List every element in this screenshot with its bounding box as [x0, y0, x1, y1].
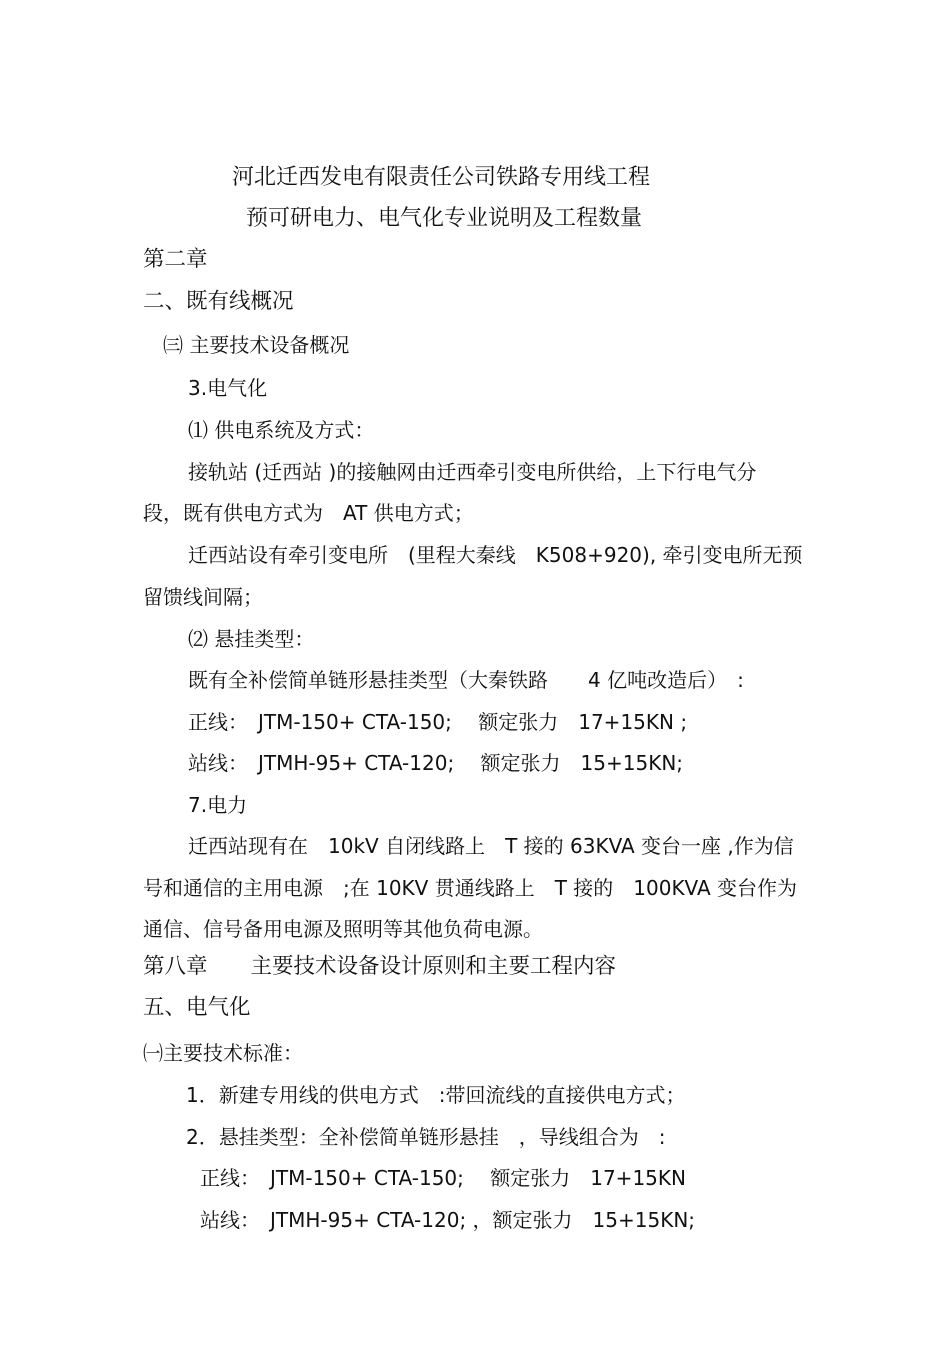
chapter-heading: 第八章 主要技术设备设计原则和主要工程内容: [143, 954, 617, 979]
spec-line: 正线： JTM-150+ CTA-150; 额定张力 17+15KN: [200, 1166, 686, 1190]
chapter-heading: 第二章: [143, 247, 208, 272]
paragraph-line: 迁西站设有牵引变电所 (里程大秦线 K508+920), 牵引变电所无预: [188, 543, 803, 567]
doc-title-line1: 河北迁西发电有限责任公司铁路专用线工程: [232, 165, 651, 190]
item-heading: ⑴ 供电系统及方式：: [188, 418, 375, 442]
item-heading: 7.电力: [188, 793, 248, 817]
section-heading: 二、既有线概况: [143, 289, 294, 314]
section-heading: 五、电气化: [143, 995, 251, 1020]
subsection-heading: ㈢ 主要技术设备概况: [163, 333, 350, 357]
paragraph-line: 通信、信号备用电源及照明等其他负荷电源。: [143, 917, 543, 941]
standard-item: 2．悬挂类型：全补偿简单链形悬挂 ，导线组合为 :: [186, 1125, 666, 1149]
standard-item: 1．新建专用线的供电方式 :带回流线的直接供电方式；: [186, 1083, 686, 1107]
spec-line: 站线： JTMH-95+ CTA-120; ，额定张力 15+15KN;: [200, 1208, 696, 1232]
spec-line: 正线： JTM-150+ CTA-150; 额定张力 17+15KN ;: [188, 710, 688, 734]
doc-title-line2: 预可研电力、电气化专业说明及工程数量: [246, 206, 643, 231]
paragraph-line: 迁西站现有在 10kV 自闭线路上 T 接的 63KVA 变台一座 ,作为信: [188, 834, 794, 858]
paragraph-line: 接轨站 (迁西站 )的接触网由迁西牵引变电所供给，上下行电气分: [188, 460, 757, 484]
subsection-heading: ㈠主要技术标准：: [143, 1041, 303, 1065]
paragraph-line: 段，既有供电方式为 AT 供电方式；: [143, 501, 474, 525]
item-heading: ⑵ 悬挂类型：: [188, 627, 315, 651]
item-heading: 3.电气化: [188, 376, 268, 400]
paragraph-line: 留馈线间隔；: [143, 585, 263, 609]
paragraph-line: 号和通信的主用电源 ;在 10KV 贯通线路上 T 接的 100KVA 变台作为: [143, 876, 798, 900]
paragraph-line: 既有全补偿简单链形悬挂类型（大秦铁路 4 亿吨改造后） :: [188, 668, 744, 692]
spec-line: 站线： JTMH-95+ CTA-120; 额定张力 15+15KN;: [188, 751, 684, 775]
